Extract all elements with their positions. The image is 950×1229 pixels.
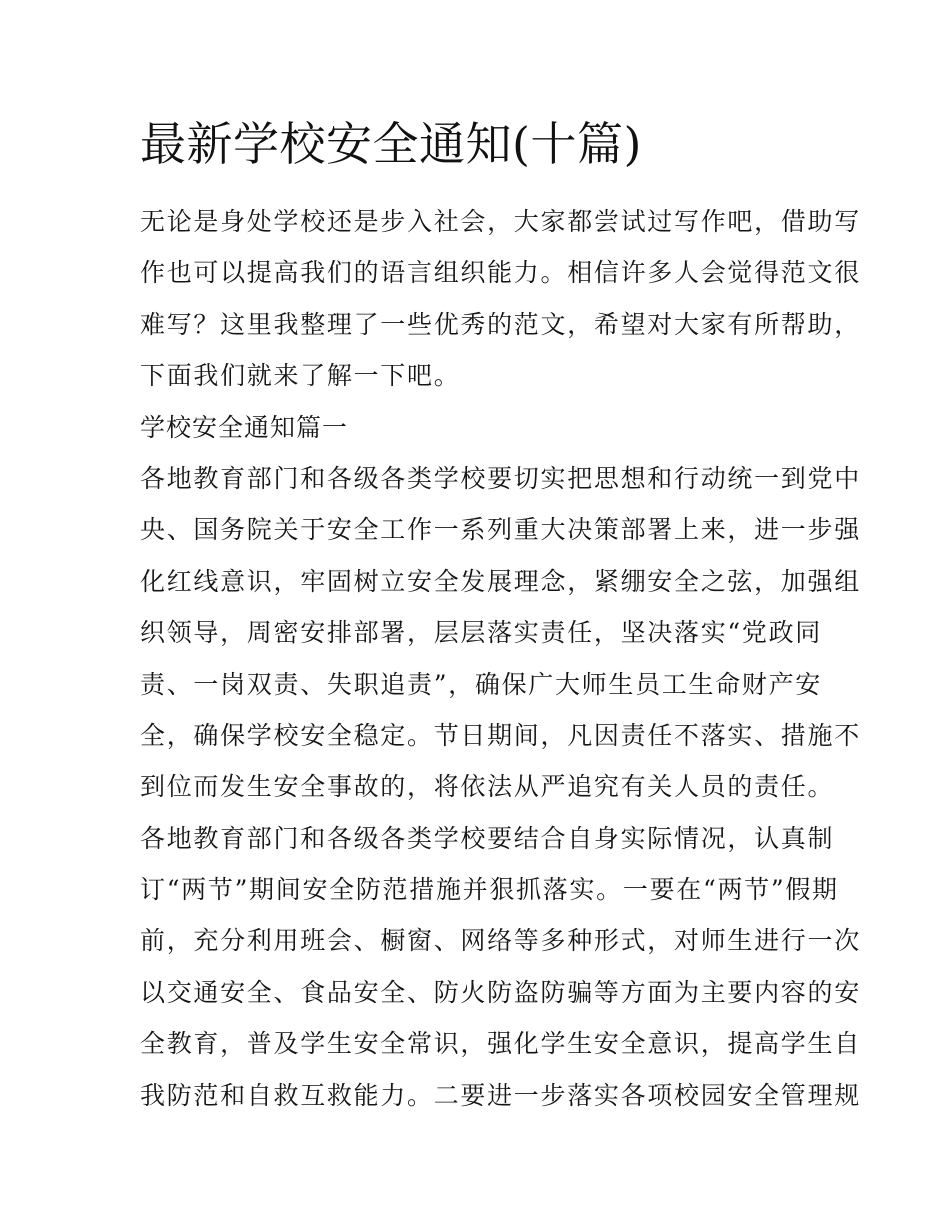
paragraph-line: 作也可以提高我们的语言组织能力。相信许多人会觉得范文很 <box>140 258 861 288</box>
paragraph-line: 下面我们就来了解一下吧。 <box>140 361 461 391</box>
paragraph-line: 以交通安全、食品安全、防火防盗防骗等方面为主要内容的安 <box>140 977 861 1007</box>
paragraph-line: 各地教育部门和各级各类学校要切实把思想和行动统一到党中 <box>140 463 861 493</box>
paragraph-line: 化红线意识，牢固树立安全发展理念，紧绷安全之弦，加强组 <box>140 566 861 596</box>
section-heading: 学校安全通知篇一 <box>140 412 349 442</box>
paragraph-line: 难写？这里我整理了一些优秀的范文，希望对大家有所帮助， <box>140 309 861 339</box>
paragraph-line: 到位而发生安全事故的，将依法从严追究有关人员的责任。 <box>140 772 835 802</box>
paragraph-line: 前，充分利用班会、橱窗、网络等多种形式，对师生进行一次 <box>140 926 861 956</box>
paragraph-line: 责、一岗双责、失职追责”，确保广大师生员工生命财产安 <box>140 669 822 699</box>
paragraph-line: 订“两节”期间安全防范措施并狠抓落实。一要在“两节”假期 <box>140 875 839 905</box>
document-title: 最新学校安全通知(十篇) <box>140 117 642 171</box>
paragraph-line: 全教育，普及学生安全常识，强化学生安全意识，提高学生自 <box>140 1029 861 1059</box>
paragraph-line: 我防范和自救互救能力。二要进一步落实各项校园安全管理规 <box>140 1080 861 1110</box>
paragraph-line: 全，确保学校安全稳定。节日期间，凡因责任不落实、措施不 <box>140 720 861 750</box>
paragraph-line: 织领导，周密安排部署，层层落实责任，坚决落实“党政同 <box>140 618 822 648</box>
document-body <box>140 196 861 1121</box>
paragraph-line: 各地教育部门和各级各类学校要结合自身实际情况，认真制 <box>140 823 835 853</box>
paragraph-line: 央、国务院关于安全工作一系列重大决策部署上来，进一步强 <box>140 515 861 545</box>
paragraph-line: 无论是身处学校还是步入社会，大家都尝试过写作吧，借助写 <box>140 207 861 236</box>
